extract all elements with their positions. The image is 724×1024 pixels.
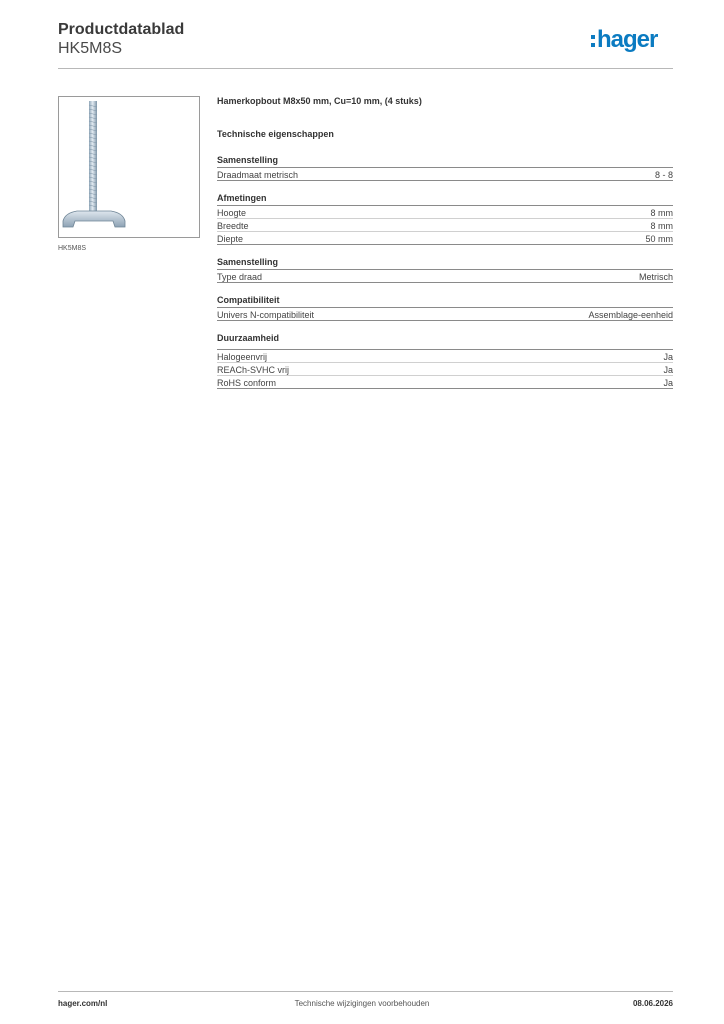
spec-label: Draadmaat metrisch xyxy=(217,170,299,180)
spec-value: Ja xyxy=(663,365,673,375)
spec-section xyxy=(217,295,673,321)
spec-value: 8 mm xyxy=(650,221,673,231)
spec-label: REACh-SVHC vrij xyxy=(217,365,290,375)
spec-row xyxy=(217,168,673,181)
footer-notice: Technische wijzigingen voorbehouden xyxy=(294,999,430,1008)
section-title: Samenstelling xyxy=(217,155,673,168)
tech-heading: Technische eigenschappen xyxy=(217,129,334,139)
spec-label: RoHS conform xyxy=(217,378,277,388)
logo-text: hager xyxy=(597,26,658,53)
product-code: HK5M8S xyxy=(58,40,123,57)
header-divider xyxy=(58,68,673,69)
section-title: Samenstelling xyxy=(217,257,673,270)
spec-row xyxy=(217,363,673,376)
spec-row xyxy=(217,350,673,363)
hammer-head-bolt-icon xyxy=(59,97,199,237)
product-image xyxy=(58,96,200,238)
spec-row xyxy=(217,376,673,389)
spec-value: Ja xyxy=(663,352,673,362)
spec-value: 8 - 8 xyxy=(654,170,673,180)
page-title: Productdatablad xyxy=(58,21,185,38)
spec-value: Metrisch xyxy=(638,272,673,282)
spec-row xyxy=(217,270,673,283)
spec-label: Univers N-compatibiliteit xyxy=(217,310,315,320)
section-title: Compatibiliteit xyxy=(217,295,673,308)
spec-row xyxy=(217,206,673,219)
spec-label: Hoogte xyxy=(217,208,247,218)
spec-label: Breedte xyxy=(217,221,249,231)
spec-value: 50 mm xyxy=(645,234,673,244)
spec-label: Halogeenvrij xyxy=(217,352,268,362)
spec-row xyxy=(217,232,673,245)
image-caption: HK5M8S xyxy=(58,245,87,252)
footer-date: 08.06.2026 xyxy=(632,999,673,1008)
footer-website-link[interactable]: hager.com/nl xyxy=(58,999,108,1008)
product-description: Hamerkopbout M8x50 mm, Cu=10 mm, (4 stuks) xyxy=(217,96,422,106)
spec-section xyxy=(217,257,673,283)
spec-value: Ja xyxy=(663,378,673,388)
spec-section xyxy=(217,193,673,245)
footer-divider xyxy=(58,991,673,992)
spec-row xyxy=(217,308,673,321)
section-title: Duurzaamheid xyxy=(217,333,673,350)
spec-value: Assemblage-eenheid xyxy=(588,310,673,320)
spec-value: 8 mm xyxy=(650,208,673,218)
section-title: Afmetingen xyxy=(217,193,673,206)
hager-logo xyxy=(591,27,673,57)
spec-label: Type draad xyxy=(217,272,263,282)
logo-colon-icon xyxy=(591,35,595,47)
spec-row xyxy=(217,219,673,232)
spec-section xyxy=(217,333,673,389)
product-specs xyxy=(217,96,673,401)
spec-label: Diepte xyxy=(217,234,244,244)
spec-section xyxy=(217,155,673,181)
